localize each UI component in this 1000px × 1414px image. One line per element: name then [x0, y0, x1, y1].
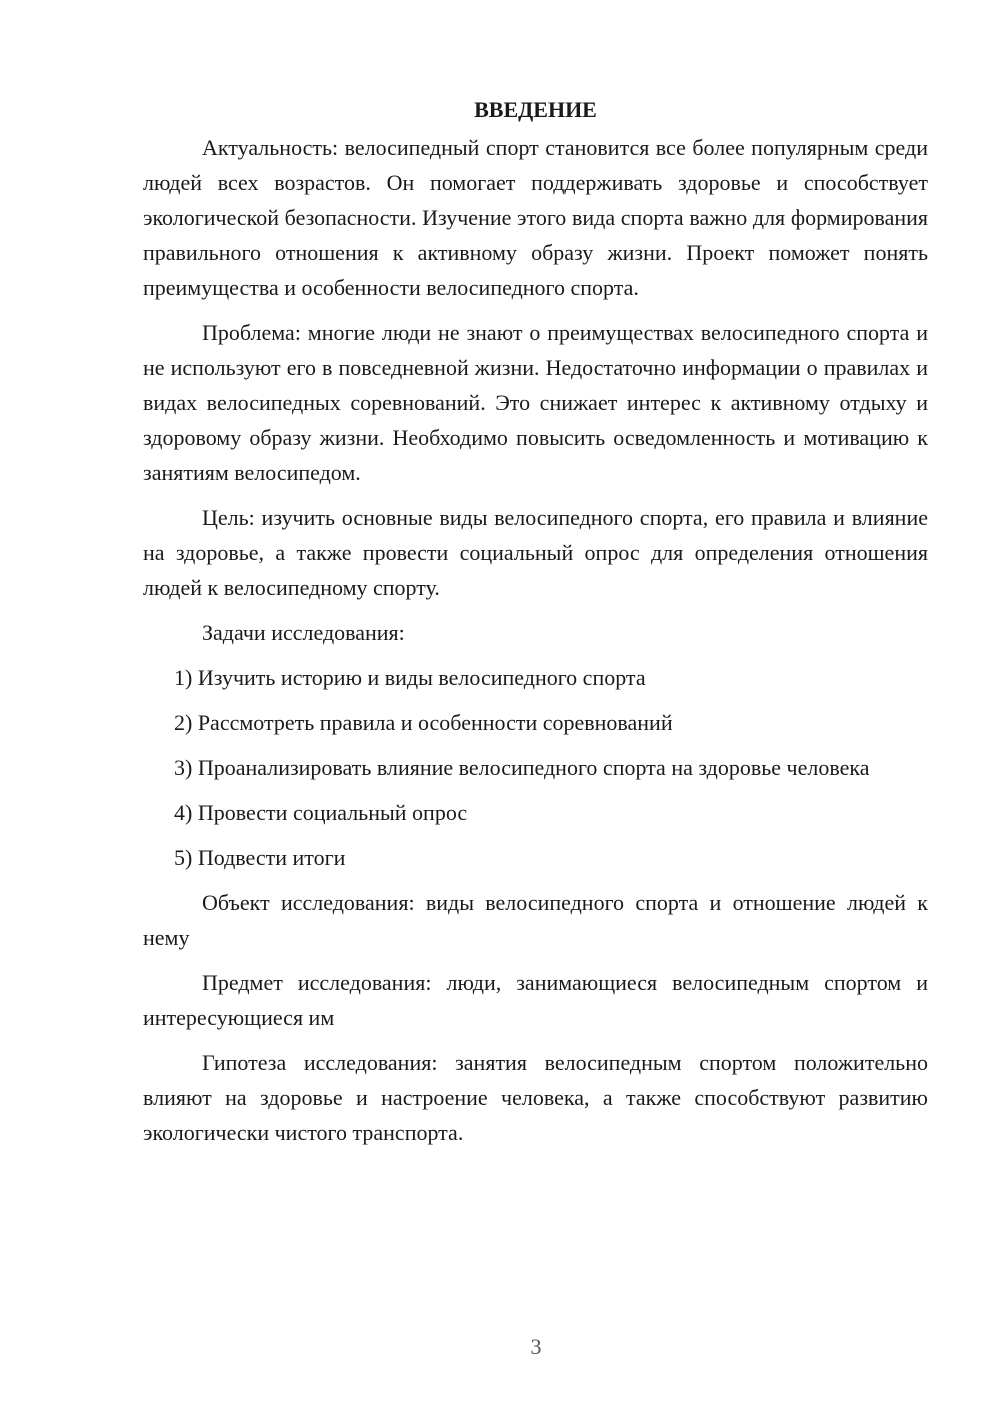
task-item-4: 4) Провести социальный опрос — [174, 800, 468, 825]
task-item-3: 3) Проанализировать влияние велосипедного спорта на здоровье человека — [174, 755, 870, 780]
document-body — [143, 92, 928, 1160]
research-subject-paragraph: Предмет исследования: люди, занимающиеся велосипедным спортом и интересующиеся им — [143, 970, 928, 1030]
page-number: 3 — [530, 1334, 542, 1359]
task-item-5: 5) Подвести итоги — [174, 845, 346, 870]
task-item-2: 2) Рассмотреть правила и особенности соревнований — [174, 710, 673, 735]
problem-paragraph: Проблема: многие люди не знают о преимуществах велосипедного спорта и не используют его в повседневной жизни. Недостаточно информации о правилах и видах велосипедных соревнований. Это снижает интерес к активному отдыху и здоровому образу жизни. Необходимо повысить осведомленность и мотивацию к занятиям велосипедом. — [143, 320, 928, 485]
task-item-1: 1) Изучить историю и виды велосипедного спорта — [174, 665, 646, 690]
page-title: ВВЕДЕНИЕ — [474, 97, 597, 122]
relevance-paragraph: Актуальность: велосипедный спорт становится все более популярным среди людей всех возрастов. Он помогает поддерживать здоровье и способствует экологической безопасности. Изучение этого вида спорта важно для формирования правильного отношения к активному образу жизни. Проект поможет понять преимущества и особенности велосипедного спорта. — [143, 135, 928, 300]
hypothesis-paragraph: Гипотеза исследования: занятия велосипедным спортом положительно влияют на здоровье и настроение человека, а также способствуют развитию экологически чистого транспорта. — [143, 1050, 928, 1145]
goal-paragraph: Цель: изучить основные виды велосипедного спорта, его правила и влияние на здоровье, а также провести социальный опрос для определения отношения людей к велосипедному спорту. — [143, 505, 928, 600]
tasks-title: Задачи исследования: — [202, 620, 405, 645]
research-object-paragraph: Объект исследования: виды велосипедного спорта и отношение людей к нему — [143, 890, 928, 950]
